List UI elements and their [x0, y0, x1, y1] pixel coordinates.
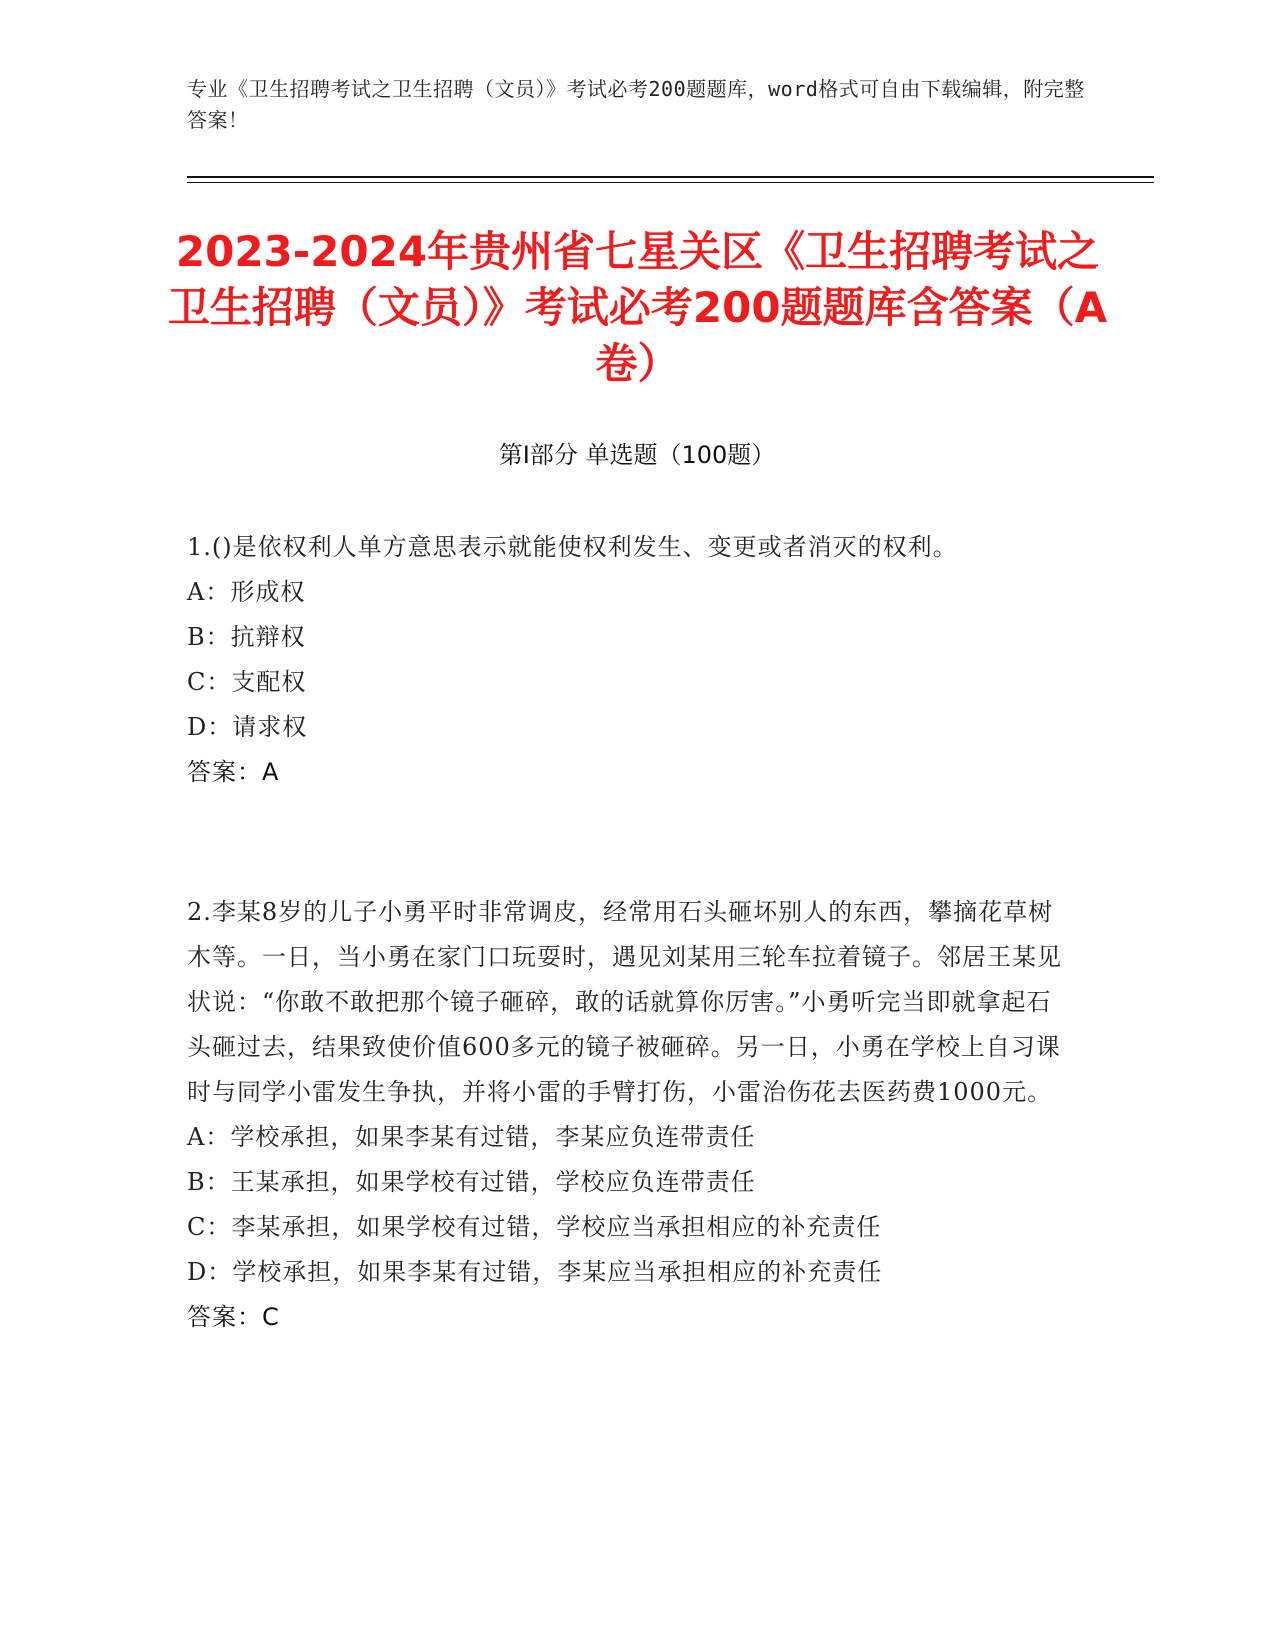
header-rule-thick [187, 176, 1154, 178]
question-2 [187, 890, 1067, 1340]
question-stem: 1.()是依权利人单方意思表示就能使权利发生、变更或者消灭的权利。 [187, 533, 958, 561]
section-title: 第I部分 单选题（100题） [498, 441, 776, 469]
option-c: C：李某承担，如果学校有过错，学校应当承担相应的补充责任 [187, 1213, 882, 1241]
option-b: B：王某承担，如果学校有过错，学校应负连带责任 [187, 1168, 756, 1196]
option-b: B：抗辩权 [187, 623, 306, 651]
option-c: C：支配权 [187, 668, 307, 696]
option-d: D：请求权 [187, 713, 308, 741]
question-1 [187, 525, 1067, 795]
option-a: A：学校承担，如果李某有过错，李某应负连带责任 [187, 1123, 756, 1151]
document-title: 2023-2024年贵州省七星关区《卫生招聘考试之卫生招聘（文员）》考试必考200题题库含答案（A卷） [167, 227, 1108, 388]
answer-label: 答案：A [187, 758, 280, 786]
option-d: D：学校承担，如果李某有过错，李某应当承担相应的补充责任 [187, 1258, 883, 1286]
option-a: A：形成权 [187, 578, 306, 606]
question-stem: 2.李某8岁的儿子小勇平时非常调皮，经常用石头砸坏别人的东西，攀摘花草树木等。一日，当小勇在家门口玩耍时，遇见刘某用三轮车拉着镜子。邻居王某见状说：“你敢不敢把那个镜子砸碎，敢的话就算你厉害。”小勇听完当即就拿起石头砸过去，结果致使价值600多元的镜子被砸碎。另一日，小勇在学校上自习课时与同学小雷发生争执，并将小雷的手臂打伤，小雷治伤花去医药费1000元。 [187, 898, 1062, 1106]
answer-label: 答案：C [187, 1303, 280, 1331]
header-note: 专业《卫生招聘考试之卫生招聘（文员）》考试必考200题题库，word格式可自由下载编辑，附完整答案！ [187, 77, 1085, 132]
header-rule-thin [187, 182, 1154, 183]
